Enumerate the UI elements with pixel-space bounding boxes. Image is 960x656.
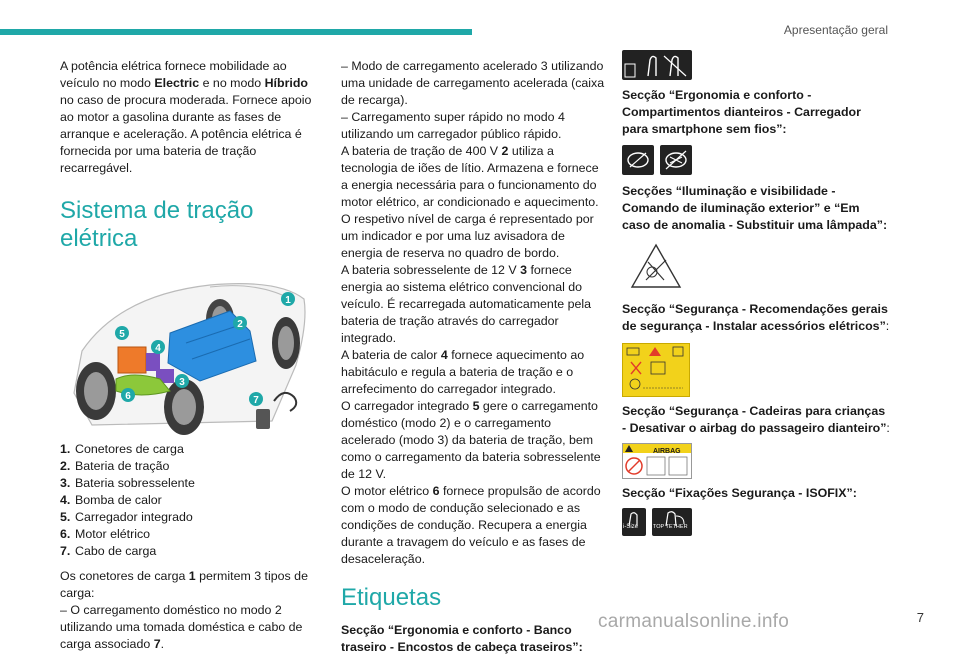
integrated-charger — [118, 347, 146, 373]
top-tether-icon-label: TOP TETHER — [653, 524, 688, 530]
charge-mode-2: – O carregamento doméstico no modo 2 utilizando uma tomada doméstica e cabo de carga associado 7. — [60, 603, 303, 651]
electric-accessories-label — [622, 343, 690, 397]
lighting-icons — [622, 145, 890, 175]
lamp-replace-icon — [660, 145, 692, 175]
legend-item: 6. Motor elétrico — [60, 527, 151, 541]
charge-mode-4: – Carregamento super rápido no modo 4 utilizando um carregador público rápido. — [341, 110, 565, 141]
airbag-pictogram — [623, 444, 691, 478]
isofix-icons — [622, 508, 890, 536]
warning-triangle-icon — [630, 242, 682, 290]
legend-item: 3. Bateria sobresselente — [60, 476, 195, 490]
running-header: Apresentação geral — [783, 23, 888, 37]
column-1 — [60, 58, 322, 653]
legend-item: 7. Cabo de carga — [60, 544, 157, 558]
traction-battery-paragraph: A bateria de tração de 400 V 2 utiliza a tecnologia de iões de lítio. Armazena e fornece a energia necessária para o funcionamento do motor elétrico, ar condicionado e aquecimento. O respetivo nível de carga é representado por um indicador e por uma luz avisadora de energia de reserva no quadro de bordo. — [341, 144, 599, 260]
legend-item: 4. Bomba de calor — [60, 493, 162, 507]
label-section-isofix: Secção “Fixações Segurança - ISOFIX”: — [622, 486, 857, 500]
auxiliary-battery-paragraph: A bateria sobresselente de 12 V 3 fornece energia ao sistema elétrico convencional do veículo. É recarregada automaticamente pela bateria de tração através do carregador integrado. — [341, 263, 592, 345]
heat-pump — [146, 353, 160, 371]
callout-4-label: 4 — [155, 343, 161, 354]
label-section-electric-accessories: Secção “Segurança - Recomendações gerais de segurança - Instalar acessórios elétricos”: — [622, 302, 890, 333]
intro-paragraph: A potência elétrica fornece mobilidade ao veículo no modo Electric e no modo Híbrido no caso de procura moderada. Fornece apoio ao motor a gasolina durante as fases de arranque e aceleração. A potência elétrica é fornecida por uma bateria de tração recarregável. — [60, 59, 312, 175]
headrest-label-icon — [622, 50, 692, 80]
callout-3-label: 3 — [179, 377, 185, 388]
label-section-lighting: Secções “Iluminação e visibilidade - Comando de iluminação exterior” e “Em caso de anomalia - Substituir uma lâmpada”: — [622, 184, 888, 232]
vehicle-drawing — [60, 273, 322, 435]
callout-6-label: 6 — [125, 391, 131, 402]
i-size-icon-label: i-Size — [623, 524, 639, 530]
label-section-child-seats: Secção “Segurança - Cadeiras para crianças - Desativar o airbag do passageiro dianteiro”: — [622, 404, 890, 435]
i-size-icon — [622, 508, 646, 536]
lamp-icon — [622, 145, 654, 175]
charger-paragraph: O carregador integrado 5 gere o carregamento doméstico (modo 2) e o carregamento acelerado (modo 3) da bateria de tração, bem como o carregamento da bateria sobresselente de 12 V. — [341, 399, 601, 481]
charge-mode-3: – Modo de carregamento acelerado 3 utilizando uma unidade de carregamento acelerada (caixa de recarga). — [341, 59, 605, 107]
callout-7-label: 7 — [253, 395, 259, 406]
motor-paragraph: O motor elétrico 6 fornece propulsão de acordo com o modo de condução selecionado e as condições de condução. Recupera a energia durante a travagem do veículo e as fases de desaceleração. — [341, 484, 601, 566]
column-3 — [622, 50, 890, 536]
column-2 — [341, 58, 605, 656]
airbag-label-text: AIRBAG — [653, 448, 681, 455]
legend-item: 5. Carregador integrado — [60, 510, 193, 524]
headrest-pictogram — [622, 50, 692, 80]
callout-5-label: 5 — [119, 329, 125, 340]
component-legend — [60, 441, 322, 560]
label-heading-headrests: Secção “Ergonomia e conforto - Banco traseiro - Encostos de cabeça traseiros”: — [341, 623, 583, 654]
callout-1-label: 1 — [285, 295, 291, 306]
legend-item: 2. Bateria de tração — [60, 459, 170, 473]
airbag-label — [622, 443, 692, 479]
page-number: 7 — [916, 610, 924, 625]
callout-2-label: 2 — [237, 319, 243, 330]
vehicle-diagram — [60, 273, 322, 435]
charge-types-paragraph: Os conetores de carga 1 permitem 3 tipos de carga: — [60, 569, 308, 600]
watermark: carmanualsonline.info — [598, 611, 790, 632]
label-section-wireless-charger: Secção “Ergonomia e conforto - Compartimentos dianteiros - Carregador para smartphone sem fios”: — [622, 88, 861, 136]
legend-item: 1. Conetores de carga — [60, 442, 184, 456]
top-tether-icon — [652, 508, 692, 536]
safety-warning-icon — [630, 242, 890, 295]
section-title-labels: Etiquetas — [341, 584, 442, 611]
accessories-pictogram — [623, 344, 689, 396]
heat-battery-paragraph: A bateria de calor 4 fornece aquecimento ao habitáculo e regula a bateria de tração e o arrefecimento do carregador integrado. — [341, 348, 585, 396]
section-title-traction: Sistema de tração elétrica — [60, 197, 254, 252]
header-accent-bar — [0, 29, 472, 35]
